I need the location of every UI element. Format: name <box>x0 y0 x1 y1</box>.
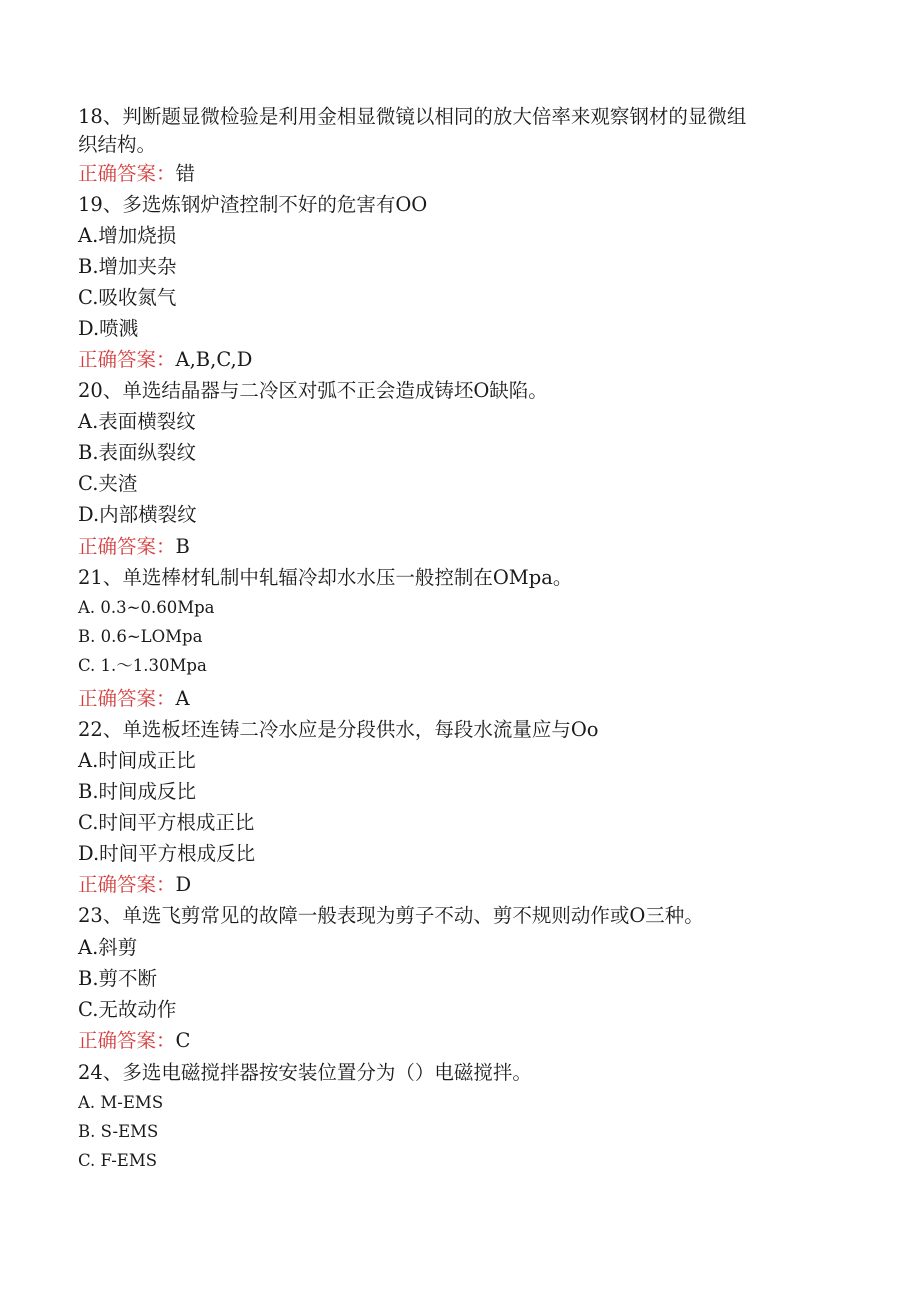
question-22-option-b: B.时间成反比 <box>78 780 197 803</box>
question-19-option-a: A.增加烧损 <box>78 224 177 247</box>
question-18-stem-line2: 织结构。 <box>78 133 157 156</box>
question-20-stem: 20、单选结晶器与二冷区对弧不正会造成铸坯O缺陷。 <box>78 379 548 402</box>
answer-label: 正确答案： <box>78 1029 176 1052</box>
question-18-stem-line1: 18、判断题显微检验是利用金相显微镜以相同的放大倍率来观察钢材的显微组 <box>78 105 747 128</box>
question-21-option-b: B. 0.6~LOMpa <box>78 627 203 646</box>
answer-value: A,B,C,D <box>175 348 253 371</box>
question-21-option-a: A. 0.3~0.60Mpa <box>78 598 215 617</box>
answer-value: B <box>175 535 190 558</box>
question-23-stem: 23、单选飞剪常见的故障一般表现为剪子不动、剪不规则动作或O三种。 <box>78 904 704 927</box>
answer-value: C <box>175 1029 191 1052</box>
question-20-option-a: A.表面横裂纹 <box>78 410 196 433</box>
question-20-option-b: B.表面纵裂纹 <box>78 441 197 464</box>
question-20-option-c: C.夹渣 <box>78 472 138 495</box>
question-23-option-b: B.剪不断 <box>78 967 158 990</box>
question-20-option-d: D.内部横裂纹 <box>78 503 197 526</box>
question-18-answer <box>78 160 195 188</box>
question-24-option-a: A. M-EMS <box>78 1093 164 1112</box>
question-23-option-a: A.斜剪 <box>78 936 138 959</box>
question-22-option-c: C.时间平方根成正比 <box>78 811 255 834</box>
question-20-answer <box>78 533 190 561</box>
answer-value: A <box>175 687 190 710</box>
answer-label: 正确答案： <box>78 873 176 896</box>
question-21-option-c: C. 1.～1.30Mpa <box>78 656 207 675</box>
question-23-option-c: C.无故动作 <box>78 998 177 1021</box>
question-21-stem: 21、单选棒材轧制中轧辐冷却水水压一般控制在OMpa。 <box>78 566 573 589</box>
answer-label: 正确答案： <box>78 535 176 558</box>
answer-value: 错 <box>175 162 196 185</box>
question-19-answer <box>78 346 252 374</box>
question-19-option-b: B.增加夹杂 <box>78 255 177 278</box>
question-22-option-d: D.时间平方根成反比 <box>78 842 256 865</box>
answer-value: D <box>175 873 192 896</box>
question-22-option-a: A.时间成正比 <box>78 749 196 772</box>
question-24-stem: 24、多选电磁搅拌器按安装位置分为（）电磁搅拌。 <box>78 1061 532 1084</box>
question-19-option-d: D.喷溅 <box>78 317 139 340</box>
question-19-option-c: C.吸收氮气 <box>78 286 177 309</box>
question-23-answer <box>78 1027 190 1055</box>
question-24-option-c: C. F-EMS <box>78 1151 158 1170</box>
answer-label: 正确答案： <box>78 162 176 185</box>
question-24-option-b: B. S-EMS <box>78 1122 159 1141</box>
answer-label: 正确答案： <box>78 348 176 371</box>
question-22-stem: 22、单选板坯连铸二冷水应是分段供水，每段水流量应与Oo <box>78 718 599 741</box>
question-21-answer <box>78 685 190 713</box>
question-22-answer <box>78 871 191 899</box>
question-19-stem: 19、多选炼钢炉渣控制不好的危害有OO <box>78 193 428 216</box>
answer-label: 正确答案： <box>78 687 176 710</box>
